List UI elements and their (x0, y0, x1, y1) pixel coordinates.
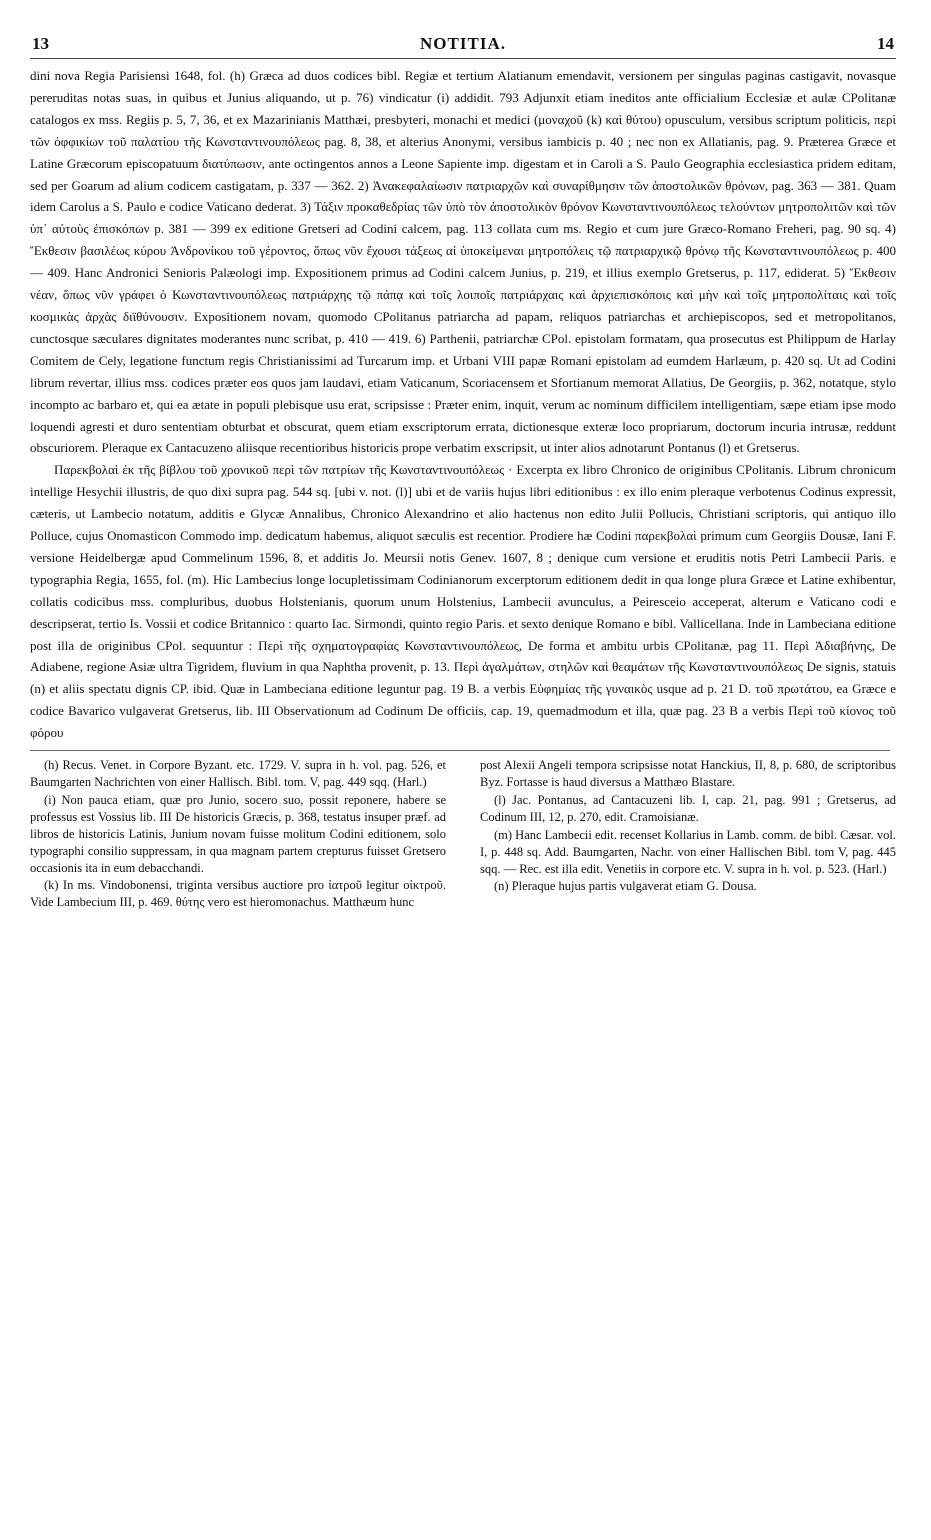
footnotes-right-column (480, 757, 896, 912)
body-paragraph: dini nova Regia Parisiensi 1648, fol. (h) Græca ad duos codices bibl. Regiæ et tertium Alatianum emendavit, versionem per singulas paginas castigavit, novasque pereruditas notas suas, in quibus et Junius aliquando, ut p. 76) vindicatur (i) addidit. 793 Adjunxit etiam ineditos ante officialium Ecclesiæ et aulæ CPolitanæ catalogos ex mss. Regiis p. 5, 7, 36, et ex Mazarinianis Matthæi, presbyteri, monachi et medici (μοναχοῦ (k) καὶ θύτου) opusculum, versibus scriptum politicis, περὶ τῶν ὀφφικίων τοῦ παλατίου τῆς Κωνσταντινουπόλεως pag. 8, 38, et alterius Anonymi, versibus iambicis p. 40 ; nec non ex Allatianis, pag. 9. Præterea Græce et Latine Græcorum episcopatuum διατύπωσιν, ante octingentos annos a Leone Sapiente imp. digestam et in Caroli a S. Paulo Geographia ecclesiastica pridem editam, sed per Goarum ad alium codicem castigatam, p. 337 — 362. 2) Ἀνακεφαλαίωσιν πατριαρχῶν καὶ συναρίθμησιν τῶν ἀποστολικῶν θρόνων, pag. 363 — 381. Quam idem Carolus a S. Paulo e codice Vaticano dederat. 3) Τάξιν προκαθεδρίας τῶν ὑπὸ τὸν ἀποστολικὸν θρόνον Κωνσταντινουπόλεως τελούντων μητροπολιτῶν καὶ τῶν ὑπ᾽ αὐτοὺς ἐπισκόπων p. 381 — 399 ex editione Gretseri ad Codini calcem, pag. 113 collata cum ms. Regio et cum jure Græco-Romano Freheri, pag. 90 sq. 4) Ἔκθεσιν βασιλέως κύρου Ἀνδρονίκου τοῦ γέροντος, ὅπως νῦν ἔχουσι τάξεως αἱ ὑποκείμεναι μητροπόλεις τῷ πατριαρχικῷ θρόνῳ τῆς Κωνσταντινουπόλεως p. 400 — 409. Hanc Andronici Senioris Palæologi imp. Expositionem primus ad Codini calcem Junius, p. 219, et illius exemplo Gretserus, p. 117, ediderat. 5) Ἔκθεσιν νέαν, ὅπως νῦν γράφει ὁ Κωνσταντινουπόλεως πατριάρχης τῷ πάπᾳ καὶ τοῖς λοιποῖς πατριάρχαις καὶ ἀρχιεπισκόποις καὶ μὴν καὶ τοῖς μητροπολίταις καὶ τοῖς κοσμικὰς ἀρχὰς διϊθύνουσιν. Expositionem novam, quomodo CPolitanus patriarcha ad papam, reliquos patriarchas et archiepiscopos, sed et metropolitanos, cunctosque sæculares dignitates moderantes nunc scribat, p. 410 — 419. 6) Parthenii, patriarchæ CPol. epistolam formatam, qua prosecutus est Philippum de Harlay Comitem de Cely, legatione functum regis Christianissimi ad Turcarum imp. et Urbani VIII papæ Romani epistolam ad eumdem Harlæum, p. 420 sq. Ut ad Codini librum revertar, illius mss. codices præter eos quos jam laudavi, etiam Vaticanum, Scoriacensem et Sfortianum memorat Allatius, De Georgiis, p. 362, notatque, stylo incompto ac barbaro et, qui ea ætate in populi plebisque usu erat, scripsisse : Præter enim, inquit, verum ac nominum difficilem intelligentiam, sæpe etiam ipse modo loquendi agresti et duro sententiam obturbat et obscurat, quem etiam exscriptorum errata, dictionesque exteræ loco propriarum, doctorum incuria intrusæ, reddunt obscuriorem. Pleraque ex Cantacuzeno aliisque recentioribus historicis prope verbatim exscripsit, ut inter alios adnotarunt Pontanus (l) et Gretserus. (30, 68, 896, 456)
page-number-left: 13 (32, 34, 49, 53)
footnote: post Alexii Angeli tempora scripsisse notat Hanckius, II, 8, p. 680, de scriptoribus Byz. Fortasse is haud diversus a Matthæo Blastare. (480, 758, 896, 789)
footnote: (i) Non pauca etiam, quæ pro Junio, socero suo, possit reponere, habere se professus est Vossius lib. III De historicis Græcis, p. 368, testatus insuper præf. ad libros de historicis Latinis, Junium novam fuisse molitum Codini editionem, solo typographi consilio suppressam, in qua magnam partem crepturus fuisset Gretsero occasionis ita in eum debacchandi. (30, 792, 446, 875)
document-page (30, 30, 896, 1520)
footnotes-left-column (30, 757, 446, 912)
footnote: (m) Hanc Lambecii edit. recenset Kollarius in Lamb. comm. de bibl. Cæsar. vol. I, p. 448 sq. Add. Baumgarten, Nachr. von einer Hallischen Bibl. tom V, pag. 445 sqq. — Rec. est illa edit. Venetiis in corpore etc. V. supra in h. vol. p. 523. (Harl.) (480, 827, 896, 876)
running-title: NOTITIA. (420, 34, 506, 53)
footnote: (l) Jac. Pontanus, ad Cantacuzeni lib. I, cap. 21, pag. 991 ; Gretserus, ad Codinum III, 12, p. 270, edit. Cramoisianæ. (480, 792, 896, 824)
footnote: (k) In ms. Vindobonensi, triginta versibus auctiore pro ἰατροῦ legitur οἰκτροῦ. Vide Lambecium III, p. 469. θύτης vero est hieromonachus. Matthæum hunc (30, 878, 446, 910)
main-text (30, 65, 896, 744)
footnotes (30, 757, 896, 912)
body-paragraph: Παρεκβολαὶ ἐκ τῆς βίβλου τοῦ χρονικοῦ περὶ τῶν πατρίων τῆς Κωνσταντινουπόλεως · Excerpta ex libro Chronico de originibus CPolitanis. Librum chronicum intellige Hesychii illustris, de quo dixi supra pag. 544 sq. [ubi v. not. (l)] ubi et de variis hujus libri editionibus : ex illo enim pleraque verbotenus Codinus expressit, cæteris, ut Lambecio notatum, additis e Glycæ Annalibus, Chronico Alexandrino et alio hactenus non edito Julii Pollucis, Christiani scriptoris, qui antiquo illo Polluce, cujus Onomasticon Commodo imp. dedicatum habemus, aliquot sæculis est recentior. Prodiere hæ Codini παρεκβολαὶ primum cum Georgiis Dousæ, Iani F. versione Heidelbergæ apud Commelinum 1596, 8, et additis Jo. Meursii notis Genev. 1607, 8 ; denique cum versione et eruditis notis Petri Lambecii Paris. e typographia Regia, 1655, fol. (m). Hic Lambecius longe locupletissimam Codinianorum excerptorum editionem dedit in qua longe plura Græce et Latine exhibentur, collatis codicibus mss. compluribus, duobus Holstenianis, quorum unum Holstenius, Lambecii avunculus, a Peiresceio acceperat, alterum e Vaticano codi e descripserat, tertio Is. Vossii et codice Britannico : quarto Iac. Sirmondi, quinto regio Paris. et sexto denique Romano e bibl. Vallicellana. Inde in Lambeciana editione post illa de originibus CPol. sequuntur : Περὶ τῆς σχηματογραφίας Κωνσταντινουπόλεως, De forma et ambitu urbis CPolitanæ, pag 11. Περὶ Ἀδιαβήνης, De Adiabene, regione Asiæ ultra Tigridem, fluvium in qua Naphtha provenit, p. 13. Περὶ ἀγαλμάτων, στηλῶν καὶ θεαμάτων τῆς Κωνσταντινουπόλεως De signis, statuis (n) et aliis spectatu dignis CP. ibid. Quæ in Lambeciana editione leguntur pag. 19 B. a verbis Εὐφημίας τῆς γυναικὸς usque ad p. 21 D. τοῦ πρωτάτου, ea Græce e codice Bavarico vulgaverat Gretserus, lib. III Observationum ad Codinum De officiis, cap. 19, quemadmodum et illa, quæ pag. 23 B a verbis Περὶ τοῦ κίονος τοῦ φόρου (30, 462, 896, 741)
footnote-divider (30, 750, 890, 751)
page-header (30, 30, 896, 59)
footnote: (n) Pleraque hujus partis vulgaverat etiam G. Dousa. (494, 879, 757, 894)
page-number-right: 14 (877, 34, 894, 53)
footnote: (h) Recus. Venet. in Corpore Byzant. etc. 1729. V. supra in h. vol. pag. 526, et Baumgarten Nachrichten von einer Hallisch. Bibl. tom. V, pag. 449 sqq. (Harl.) (30, 758, 446, 789)
